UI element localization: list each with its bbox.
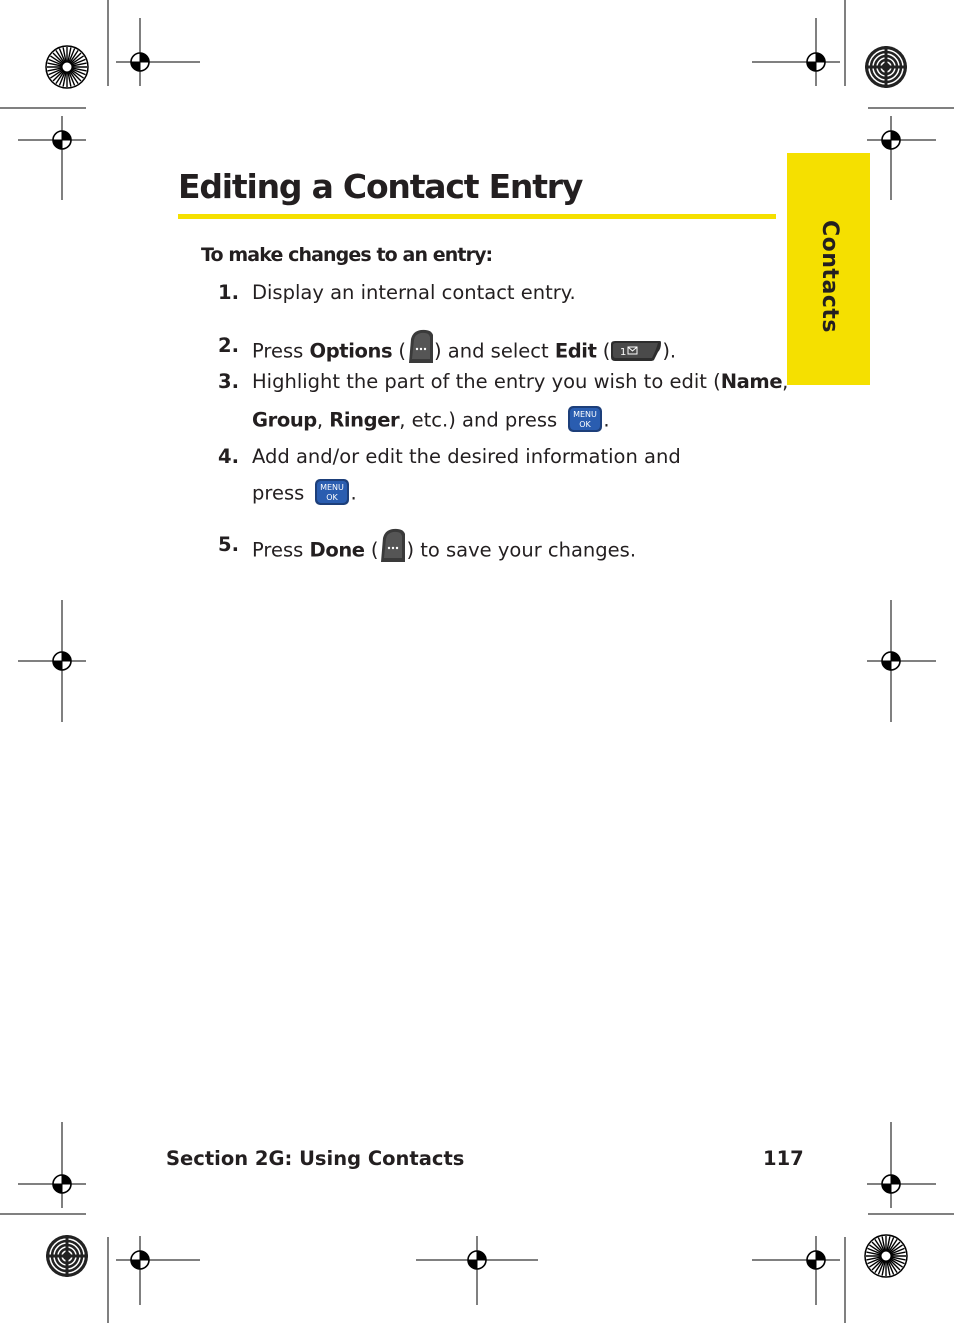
side-tab-label: Contacts [817, 220, 842, 333]
step-text-part: ) to save your changes. [406, 538, 637, 562]
step-text-part: ) and select [433, 339, 555, 363]
step-text-part: . [603, 408, 610, 432]
step-text-part: ). [662, 339, 677, 363]
menu-ok-bottom-label: OK [326, 493, 339, 502]
step-number: 2. [218, 334, 239, 357]
step-number: 1. [218, 281, 239, 304]
step-text-part: ( [392, 339, 406, 363]
ringer-keyword: Ringer [329, 408, 400, 432]
step-number: 5. [218, 533, 239, 556]
step-text: Display an internal contact entry. [252, 281, 576, 304]
done-keyword: Done [309, 538, 365, 562]
left-softkey-icon [405, 329, 435, 365]
edit-key-icon [610, 340, 662, 362]
step-number: 3. [218, 370, 239, 393]
step-text [252, 334, 676, 370]
side-tab-label-box [817, 220, 842, 333]
step-text-line1: Add and/or edit the desired information and [252, 445, 681, 468]
menu-ok-top-label: MENU [573, 410, 598, 419]
step-text-line2 [252, 480, 357, 508]
step-text-part: Press [252, 339, 310, 363]
step-number: 4. [218, 445, 239, 468]
step-text-part: ( [596, 339, 611, 363]
edit-key-digit: 1 [620, 347, 627, 358]
step-text-part: Press [252, 538, 310, 562]
step-text-part: , etc.) and press [399, 408, 564, 432]
menu-ok-bottom-label: OK [579, 420, 592, 429]
menu-ok-top-label: MENU [320, 483, 345, 492]
title-underline [178, 214, 776, 219]
footer-page-number: 117 [763, 1147, 804, 1170]
step-text-part: Highlight the part of the entry you wish to edit ( [252, 370, 721, 393]
edit-keyword: Edit [554, 339, 597, 363]
footer-section-label: Section 2G: Using Contacts [166, 1147, 465, 1170]
left-softkey-icon [377, 528, 407, 564]
step-text-part: , [316, 408, 330, 432]
step-text-line2 [252, 407, 610, 435]
menu-ok-key-icon [567, 405, 603, 433]
menu-ok-key-icon [314, 478, 350, 506]
intro-heading: To make changes to an entry: [201, 244, 493, 266]
step-text-part: ( [364, 538, 379, 562]
step-text-part: press [252, 481, 311, 505]
name-keyword: Name [720, 370, 783, 393]
step-text [252, 533, 636, 569]
page-title: Editing a Contact Entry [178, 167, 583, 206]
step-text-line1 [252, 370, 788, 394]
step-text-part: . [350, 481, 357, 505]
step-text-part: , [782, 370, 789, 393]
group-keyword: Group [252, 408, 317, 432]
options-keyword: Options [309, 339, 393, 363]
